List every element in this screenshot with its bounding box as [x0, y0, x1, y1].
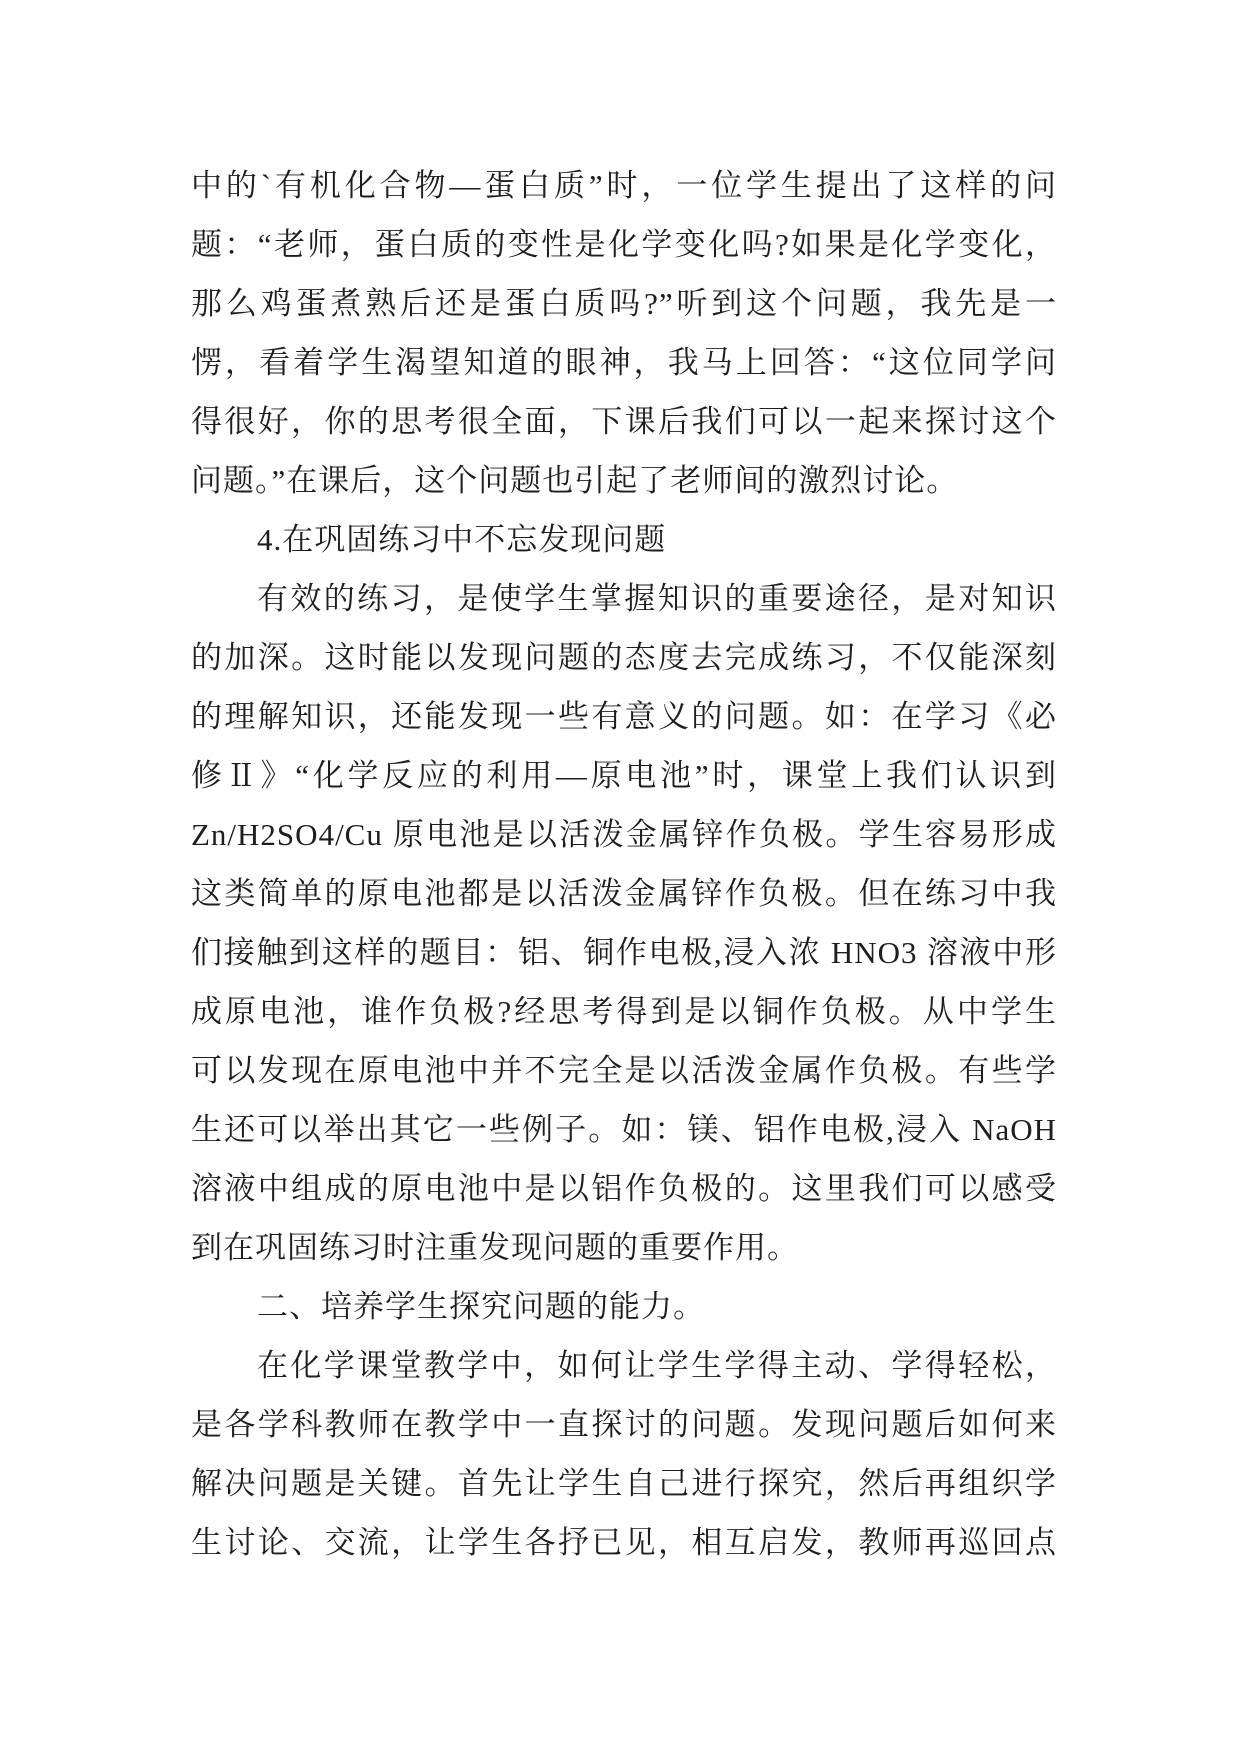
- paragraph-inquiry: [191, 1336, 1057, 1572]
- text-line: 可以发现在原电池中并不完全是以活泼金属作负极。有些学: [191, 1053, 1057, 1088]
- subsection-heading-text: 4.在巩固练习中不忘发现问题: [257, 522, 667, 557]
- text-line: 成原电池，谁作负极?经思考得到是以铜作负极。从中学生: [191, 994, 1057, 1029]
- text-line: 的理解知识，还能发现一些有意义的问题。如：在学习《必: [191, 699, 1057, 734]
- text-line: 愣，看着学生渴望知道的眼神，我马上回答：“这位同学问: [191, 345, 1057, 380]
- text-line: 有效的练习，是使学生掌握知识的重要途径，是对知识: [257, 581, 1057, 616]
- text-line: 中的`有机化合物—蛋白质”时，一位学生提出了这样的问: [191, 168, 1057, 203]
- text-line: 到在巩固练习时注重发现问题的重要作用。: [191, 1230, 799, 1265]
- text-line: 生还可以举出其它一些例子。如：镁、铝作电极,浸入 NaOH: [191, 1112, 1057, 1147]
- document-body: [191, 156, 1057, 1572]
- paragraph-practice: [191, 569, 1057, 1277]
- text-line: 的加深。这时能以发现问题的态度去完成练习，不仅能深刻: [191, 640, 1057, 675]
- section-heading: [191, 1277, 1057, 1336]
- text-line: 们接触到这样的题目：铝、铜作电极,浸入浓 HNO3 溶液中形: [191, 935, 1057, 970]
- text-line: 在化学课堂教学中，如何让学生学得主动、学得轻松，: [257, 1348, 1057, 1383]
- text-line: 那么鸡蛋煮熟后还是蛋白质吗?”听到这个问题，我先是一: [191, 286, 1057, 321]
- text-line: 这类简单的原电池都是以活泼金属锌作负极。但在练习中我: [191, 876, 1057, 911]
- section-heading-text: 二、培养学生探究问题的能力。: [257, 1289, 705, 1324]
- paragraph-continued: [191, 156, 1057, 510]
- text-line: Zn/H2SO4/Cu 原电池是以活泼金属锌作负极。学生容易形成: [191, 817, 1057, 852]
- text-line: 修Ⅱ》“化学反应的利用—原电池”时，课堂上我们认识到: [191, 758, 1057, 793]
- text-line: 溶液中组成的原电池中是以铝作负极的。这里我们可以感受: [191, 1171, 1057, 1206]
- text-line: 得很好，你的思考很全面，下课后我们可以一起来探讨这个: [191, 404, 1057, 439]
- text-line: 是各学科教师在教学中一直探讨的问题。发现问题后如何来: [191, 1407, 1057, 1442]
- subsection-heading: [191, 510, 1057, 569]
- text-line: 解决问题是关键。首先让学生自己进行探究，然后再组织学: [191, 1466, 1057, 1501]
- text-line: 题：“老师，蛋白质的变性是化学变化吗?如果是化学变化，: [191, 227, 1057, 262]
- text-line: 问题。”在课后，这个问题也引起了老师间的激烈讨论。: [191, 463, 959, 498]
- text-line: 生讨论、交流，让学生各抒已见，相互启发，教师再巡回点: [191, 1525, 1057, 1560]
